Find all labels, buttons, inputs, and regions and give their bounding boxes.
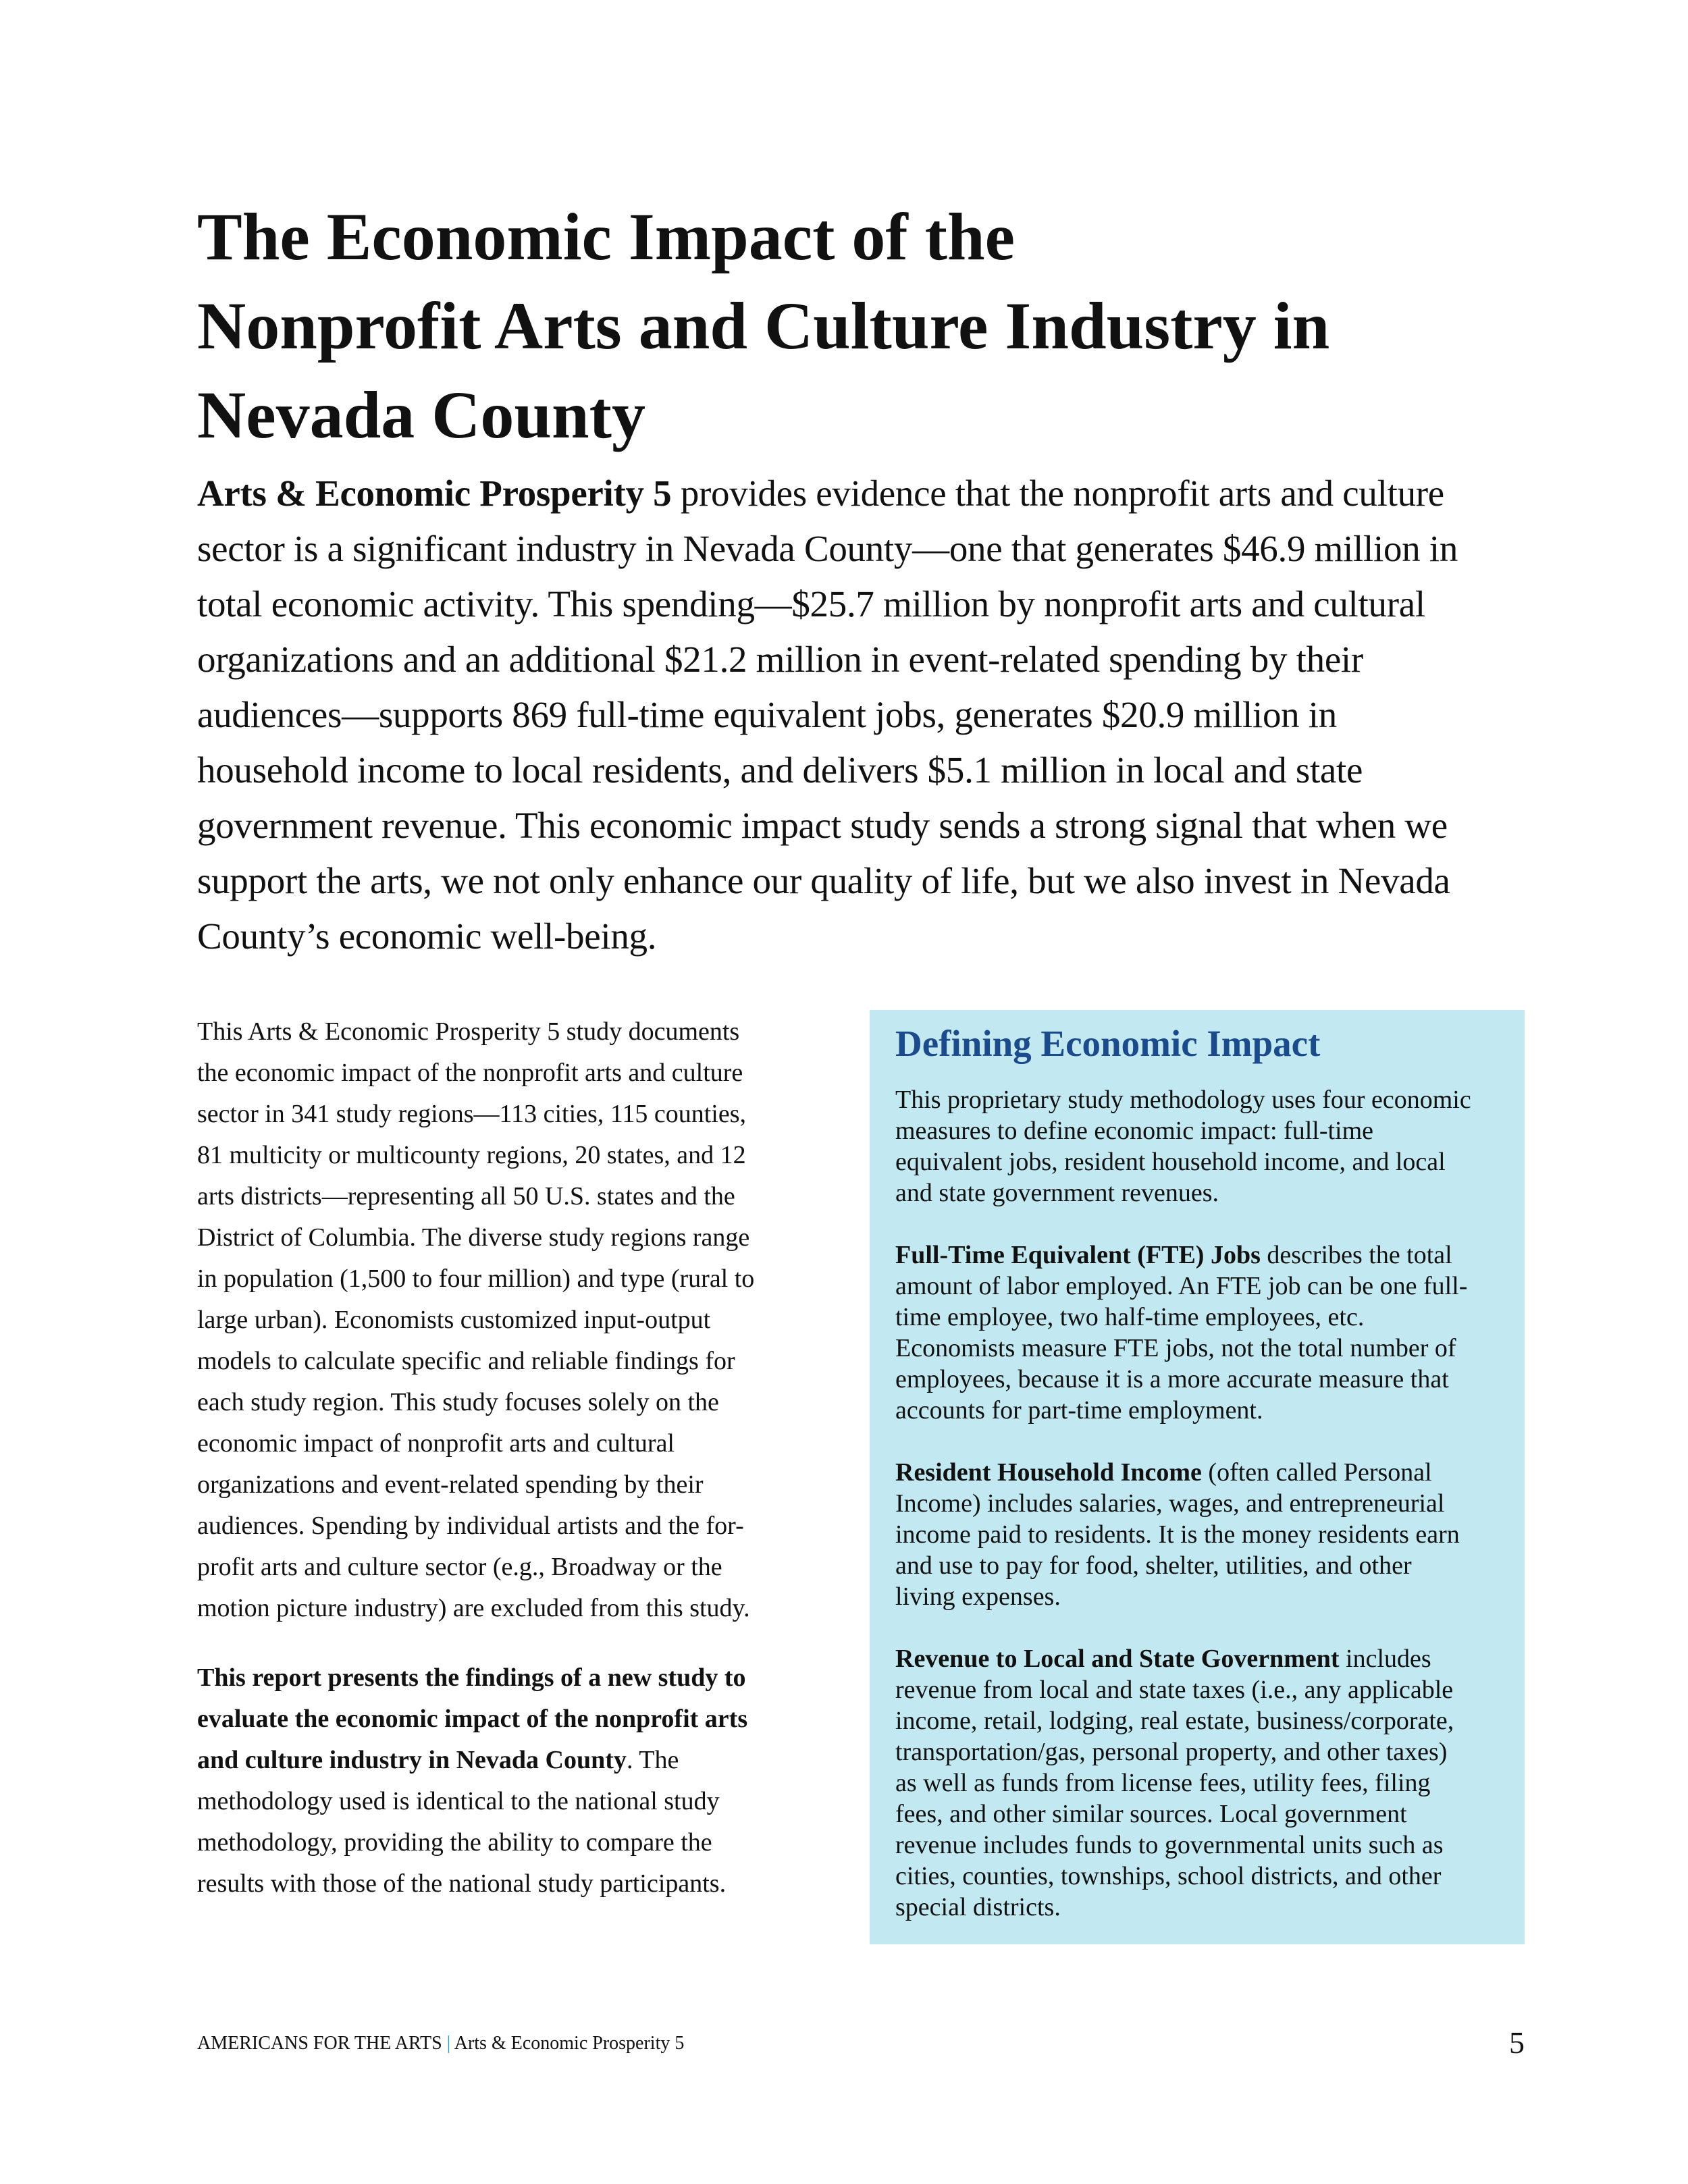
study-description-paragraph	[197, 1011, 845, 1629]
title-line: The Economic Impact of the	[197, 199, 1015, 274]
body-line: motion picture industry) are excluded from this study.	[197, 1594, 750, 1622]
sidebar-fragment: includes	[1339, 1645, 1431, 1673]
sidebar-line: Income) includes salaries, wages, and entrepreneurial	[895, 1489, 1445, 1518]
intro-lead-bold: Arts & Economic Prosperity 5	[197, 473, 672, 514]
sidebar-line: Economists measure FTE jobs, not the total number of	[895, 1334, 1456, 1362]
intro-line: support the arts, we not only enhance our quality of life, but we also invest in Nevada	[197, 860, 1450, 901]
sidebar-line	[895, 1457, 1500, 1488]
body-line: in population (1,500 to four million) and type (rural to	[197, 1264, 755, 1293]
intro-line	[197, 466, 1548, 521]
footer-separator: |	[446, 2033, 451, 2054]
sidebar-intro-paragraph	[895, 1084, 1500, 1208]
sidebar-line: amount of labor employed. An FTE job can be one full-	[895, 1272, 1468, 1300]
intro-lead-rest: provides evidence that the nonprofit arts and culture	[671, 473, 1444, 514]
body-line: This Arts & Economic Prosperity 5 study documents	[197, 1017, 740, 1046]
report-findings-paragraph	[197, 1657, 845, 1905]
defining-economic-impact-sidebar	[870, 1010, 1525, 1944]
intro-line: government revenue. This economic impact study sends a strong signal that when we	[197, 805, 1448, 846]
body-line-bold: This report presents the findings of a new study to	[197, 1663, 746, 1692]
body-line: audiences. Spending by individual artists and the for-	[197, 1512, 744, 1540]
fte-term: Full-Time Equivalent (FTE) Jobs	[895, 1241, 1261, 1269]
sidebar-fragment: describes the total	[1260, 1241, 1452, 1269]
body-line: models to calculate specific and reliable findings for	[197, 1347, 735, 1375]
sidebar-line	[895, 1643, 1500, 1674]
sidebar-line: income, retail, lodging, real estate, business/corporate,	[895, 1707, 1454, 1735]
body-line: each study region. This study focuses solely on the	[197, 1388, 719, 1416]
sidebar-line: fees, and other similar sources. Local government	[895, 1800, 1407, 1828]
page-footer	[197, 2027, 1525, 2060]
title-line: Nevada County	[197, 377, 645, 452]
sidebar-line: accounts for part-time employment.	[895, 1396, 1263, 1424]
body-bold-fragment: and culture industry in Nevada County	[197, 1746, 627, 1774]
body-line: District of Columbia. The diverse study regions range	[197, 1223, 750, 1252]
body-line	[197, 1740, 845, 1781]
intro-line: total economic activity. This spending—$25.7 million by nonprofit arts and cultural	[197, 583, 1425, 624]
title-line: Nonprofit Arts and Culture Industry in	[197, 288, 1330, 363]
sidebar-line: revenue includes funds to governmental units such as	[895, 1831, 1444, 1859]
intro-line: audiences—supports 869 full-time equivalent jobs, generates $20.9 million in	[197, 694, 1337, 735]
sidebar-line: living expenses.	[895, 1582, 1061, 1611]
sidebar-line: income paid to residents. It is the money residents earn	[895, 1520, 1460, 1549]
body-fragment: . The	[626, 1746, 679, 1774]
sidebar-line: and use to pay for food, shelter, utilities, and other	[895, 1551, 1412, 1580]
body-line: large urban). Economists customized input-output	[197, 1306, 711, 1334]
intro-paragraph	[197, 466, 1548, 964]
income-term: Resident Household Income	[895, 1458, 1202, 1487]
sidebar-line	[895, 1240, 1500, 1271]
intro-line: household income to local residents, and delivers $5.1 million in local and state	[197, 749, 1363, 791]
sidebar-line: cities, counties, townships, school districts, and other	[895, 1862, 1442, 1890]
sidebar-line: special districts.	[895, 1893, 1061, 1921]
body-line: organizations and event-related spending by their	[197, 1470, 704, 1499]
page-title	[197, 192, 1480, 460]
page-number: 5	[1509, 2025, 1525, 2060]
sidebar-line: employees, because it is a more accurate measure that	[895, 1365, 1449, 1393]
sidebar-line: and state government revenues.	[895, 1179, 1219, 1207]
intro-line: sector is a significant industry in Nevada County—one that generates $46.9 million in	[197, 528, 1458, 569]
body-line: results with those of the national study participants.	[197, 1869, 727, 1898]
intro-line: County’s economic well-being.	[197, 915, 657, 957]
sidebar-title: Defining Economic Impact	[895, 1023, 1321, 1064]
household-income-definition	[895, 1457, 1500, 1612]
left-column	[197, 1011, 845, 1905]
footer-publication: Arts & Economic Prosperity 5	[454, 2033, 685, 2054]
sidebar-line: revenue from local and state taxes (i.e., any applicable	[895, 1676, 1454, 1704]
sidebar-line: equivalent jobs, resident household income, and local	[895, 1148, 1446, 1176]
sidebar-line: This proprietary study methodology uses four economic	[895, 1086, 1471, 1114]
body-line: profit arts and culture sector (e.g., Broadway or the	[197, 1553, 722, 1581]
intro-line: organizations and an additional $21.2 million in event-related spending by their	[197, 639, 1363, 680]
sidebar-line: transportation/gas, personal property, and other taxes)	[895, 1738, 1448, 1766]
body-line: the economic impact of the nonprofit arts and culture	[197, 1059, 743, 1087]
revenue-term: Revenue to Local and State Government	[895, 1645, 1340, 1673]
sidebar-line: time employee, two half-time employees, etc.	[895, 1303, 1365, 1331]
body-line: sector in 341 study regions—113 cities, 115 counties,	[197, 1100, 747, 1128]
body-line: methodology, providing the ability to compare the	[197, 1828, 712, 1857]
body-line: economic impact of nonprofit arts and cultural	[197, 1429, 675, 1458]
footer-org: AMERICANS FOR THE ARTS	[197, 2033, 442, 2054]
fte-jobs-definition	[895, 1240, 1500, 1426]
sidebar-line: measures to define economic impact: full-time	[895, 1117, 1374, 1145]
sidebar-line: as well as funds from license fees, utility fees, filing	[895, 1769, 1431, 1797]
sidebar-fragment: (often called Personal	[1201, 1458, 1432, 1487]
government-revenue-definition	[895, 1643, 1500, 1923]
body-line-bold: evaluate the economic impact of the nonprofit arts	[197, 1705, 748, 1733]
body-line: methodology used is identical to the national study	[197, 1787, 720, 1815]
body-line: 81 multicity or multicounty regions, 20 states, and 12	[197, 1141, 746, 1169]
body-line: arts districts—representing all 50 U.S. states and the	[197, 1182, 735, 1210]
